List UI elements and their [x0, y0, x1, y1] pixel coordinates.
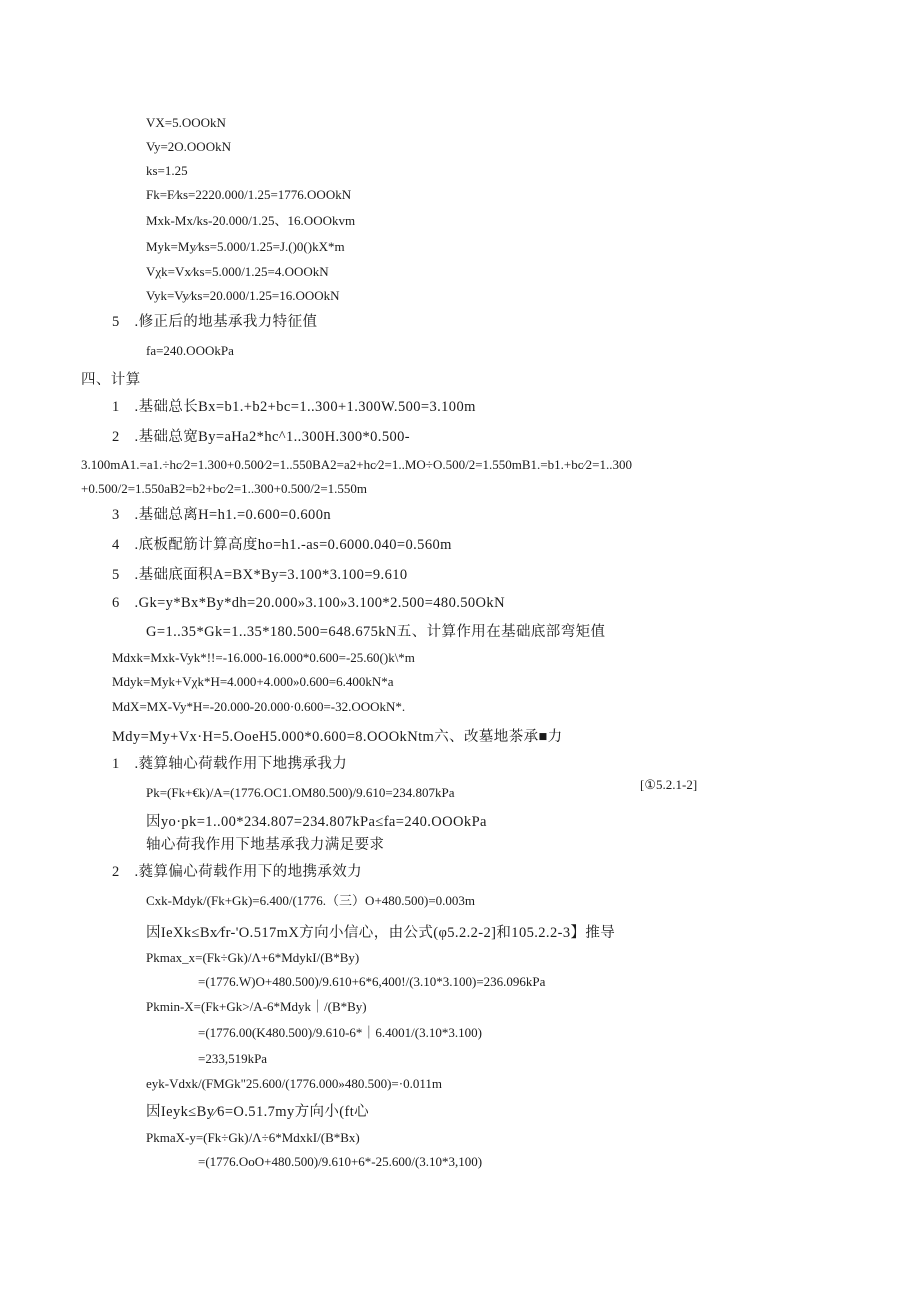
- text-line: =(1776.OoO+480.500)/9.610+6*-25.600/(3.10*3,100): [198, 1154, 483, 1169]
- text-line: =233,519kPa: [198, 1051, 268, 1066]
- text-line: Cxk-Mdyk/(Fk+Gk)=6.400/(1776.（三）O+480.500)=0.003m: [146, 893, 476, 908]
- text-line: 5 .基础底面积A=BX*By=3.100*3.100=9.610: [112, 567, 408, 583]
- text-line: 4 .底板配筋计算高度ho=h1.-as=0.6000.040=0.560m: [112, 537, 452, 553]
- text-line: Vyk=Vy⁄ks=20.000/1.25=16.OOOkN: [146, 288, 340, 303]
- section-heading: 1 .蕤算轴心荷载作用下地携承我力: [112, 756, 348, 772]
- text-line: Pkmin-X=(Fk+Gk>/A-6*Mdyk｜/(B*By): [146, 999, 367, 1014]
- text-line: 3 .基础总离H=h1.=0.600=0.600n: [112, 507, 332, 523]
- text-line: 3.100mA1.=a1.÷hc⁄2=1.300+0.500⁄2=1..550BA2=a2+hc⁄2=1..MO÷O.500/2=1.550mB1.=b1.+bc⁄2=1..300: [81, 457, 632, 472]
- section-heading: 5 .修正后的地基承我力特征值: [112, 314, 318, 330]
- text-line: Fk=F⁄ks=2220.000/1.25=1776.OOOkN: [146, 187, 352, 202]
- text-line: VX=5.OOOkN: [146, 115, 226, 130]
- text-line: 因yo·pk=1..00*234.807=234.807kPa≤fa=240.OOOkPa: [146, 814, 487, 830]
- text-line: 因Ieyk≤By⁄6=O.51.7my方向小(ft心: [146, 1104, 370, 1120]
- formula-reference: [①5.2.1-2]: [640, 777, 698, 792]
- text-line: 2 .基础总宽By=aHa2*hc^1..300H.300*0.500-: [112, 429, 411, 445]
- text-line: Vχk=Vx⁄ks=5.000/1.25=4.OOOkN: [146, 264, 329, 279]
- text-line: Pkmax_x=(Fk÷Gk)/Λ+6*MdykI/(B*By): [146, 950, 360, 965]
- text-line: Myk=My⁄ks=5.000/1.25=J.()0()kX*m: [146, 239, 345, 254]
- section-heading: 四、计算: [81, 372, 141, 388]
- text-line: Mdyk=Myk+Vχk*H=4.000+4.000»0.600=6.400kN*a: [112, 674, 394, 689]
- text-line: 1 .基础总长Bx=b1.+b2+bc=1..300+1.300W.500=3.100m: [112, 399, 476, 415]
- text-line: eyk-Vdxk/(FMGk"25.600/(1776.000»480.500)=·0.011m: [146, 1076, 442, 1091]
- text-line: Mxk-Mx/ks-20.000/1.25、16.OOOkvm: [146, 213, 356, 228]
- text-line: +0.500/2=1.550aB2=b2+bc⁄2=1..300+0.500/2=1.550m: [81, 481, 368, 496]
- text-line: 6 .Gk=y*Bx*By*dh=20.000»3.100»3.100*2.500=480.50OkN: [112, 595, 505, 611]
- section-heading: 2 .蕤算偏心荷载作用下的地携承效力: [112, 864, 363, 880]
- text-line: fa=240.OOOkPa: [146, 343, 234, 358]
- text-line: MdX=MX-Vy*H=-20.000-20.000·0.600=-32.OOOkN*.: [112, 699, 406, 714]
- text-line: ks=1.25: [146, 163, 188, 178]
- text-line: =(1776.W)O+480.500)/9.610+6*6,400!/(3.10*3.100)=236.096kPa: [198, 974, 546, 989]
- text-line: Pk=(Fk+€k)/A=(1776.OC1.OM80.500)/9.610=234.807kPa: [146, 785, 455, 800]
- text-line: Vy=2O.OOOkN: [146, 139, 231, 154]
- text-line: Mdxk=Mxk-Vyk*!!=-16.000-16.000*0.600=-25.60()k\*m: [112, 650, 415, 665]
- text-line: 因IeXk≤Bx⁄fr-'O.517mX方向小信心，由公式(φ5.2.2-2]和105.2.2-3】推导: [146, 925, 616, 941]
- text-line: PkmaX-y=(Fk÷Gk)/Λ÷6*MdxkI/(B*Bx): [146, 1130, 360, 1145]
- text-line: =(1776.00(K480.500)/9.610-6*｜6.4001/(3.10*3.100): [198, 1025, 482, 1040]
- text-line: G=1..35*Gk=1..35*180.500=648.675kN五、计算作用在基础底部弯矩值: [146, 624, 606, 640]
- text-line: Mdy=My+Vx·H=5.OoeH5.000*0.600=8.OOOkNtm六、改墓地茶承■力: [112, 729, 563, 745]
- text-line: 轴心荷我作用下地基承我力满足要求: [146, 837, 385, 853]
